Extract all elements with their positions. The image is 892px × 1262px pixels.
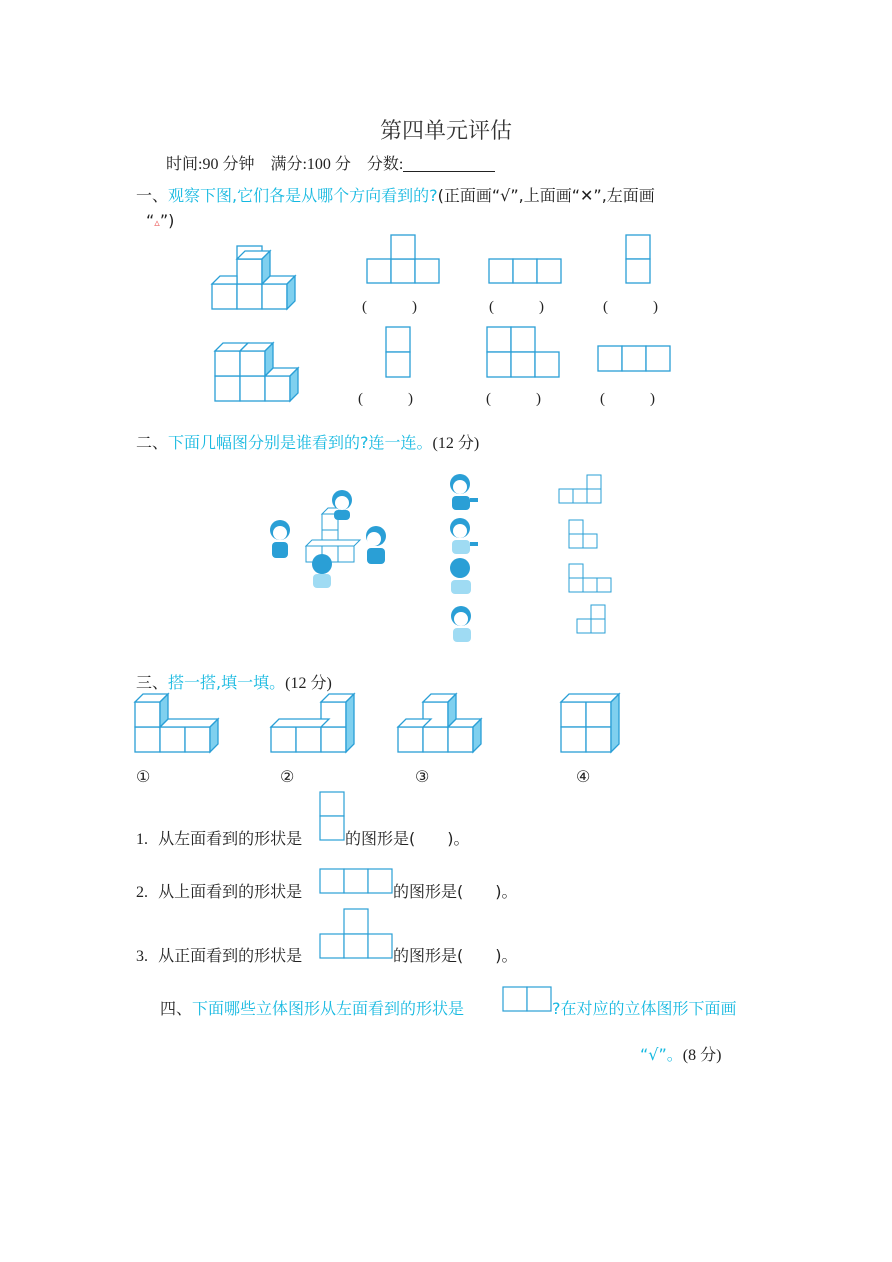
figure-label-4: ④ <box>576 769 591 786</box>
view-shape-row-three <box>597 345 673 373</box>
section4-prompt: 下面哪些立体图形从左面看到的形状是 <box>192 999 465 1018</box>
shape-row-two <box>502 986 554 1012</box>
view-shape-t-three <box>367 234 441 284</box>
section1-number: 一、 <box>136 186 169 205</box>
section1-instruction-cont <box>146 211 174 230</box>
cube-figure-3 <box>397 690 483 754</box>
question-text: 从上面看到的形状是 <box>158 882 303 901</box>
question-number: 3. <box>136 948 148 965</box>
figure-label-3: ③ <box>415 769 430 786</box>
score-blank[interactable] <box>403 155 495 172</box>
section4-number: 四、 <box>160 999 193 1018</box>
answer-blank[interactable]: ( ) <box>600 391 655 407</box>
section1-instruction: (正面画“√”,上面画“✕”,左面画 <box>437 186 655 205</box>
view-shape-column-two <box>385 326 411 378</box>
view-shape-d <box>576 604 608 634</box>
figure-label-2: ② <box>280 769 295 786</box>
answer-blank[interactable]: ( ) <box>603 299 658 315</box>
section1-heading <box>136 183 655 206</box>
child-girl-front-icon <box>446 604 482 644</box>
section2-points: (12 分) <box>432 435 480 452</box>
child-front-icon <box>446 472 482 512</box>
view-shape-l-three <box>486 326 562 378</box>
full-score-label: 满分:100 分 <box>270 156 351 173</box>
view-shape-column-two <box>625 234 651 284</box>
cube-figure-2 <box>270 690 356 754</box>
child-girl-icon <box>446 516 482 556</box>
open-quote: “ <box>146 211 155 230</box>
answer-blank[interactable]: ( ) <box>489 299 544 315</box>
section4-prompt-cont: ?在对应的立体图形下面画 <box>552 999 737 1018</box>
view-shape-b <box>568 519 600 549</box>
question-number: 2. <box>136 884 148 901</box>
triangle-icon: ▵ <box>154 216 160 229</box>
cube-figure-4 <box>560 690 622 754</box>
question-number: 1. <box>136 831 148 848</box>
check-mark-instruction: “√”。 <box>640 1045 683 1064</box>
view-shape-a <box>558 474 604 504</box>
section1-prompt: 观察下图,它们各是从哪个方向看到的? <box>168 186 438 205</box>
section4-points: (8 分) <box>682 1047 722 1064</box>
section3-points: (12 分) <box>285 675 332 692</box>
page-title: 第四单元评估 <box>379 119 512 144</box>
question-1 <box>136 826 302 849</box>
cube-figure-1 <box>134 690 220 754</box>
section2-heading <box>136 430 479 453</box>
section3-number: 三、 <box>136 673 169 692</box>
question-1-answer[interactable]: 的图形是( )。 <box>345 829 470 848</box>
section2-number: 二、 <box>136 433 169 452</box>
answer-blank[interactable]: ( ) <box>486 391 541 407</box>
time-label: 时间:90 分钟 <box>166 156 255 173</box>
cube-stack-figure-1 <box>212 246 302 310</box>
question-2 <box>136 879 302 902</box>
question-text: 从正面看到的形状是 <box>158 946 303 965</box>
question-3-answer[interactable]: 的图形是( )。 <box>393 946 518 965</box>
section2-prompt: 下面几幅图分别是谁看到的?连一连。 <box>168 433 433 452</box>
shape-t-three <box>319 908 395 960</box>
shape-row-three <box>319 868 395 894</box>
cube-stack-figure-2 <box>215 338 301 404</box>
section4-mark-line <box>640 1042 721 1065</box>
exam-info <box>166 151 495 174</box>
figure-label-1: ① <box>136 769 151 786</box>
score-label: 分数: <box>366 156 404 173</box>
shape-column-two <box>319 791 345 841</box>
children-around-cubes-illustration <box>262 488 402 592</box>
question-2-answer[interactable]: 的图形是( )。 <box>393 882 518 901</box>
answer-blank[interactable]: ( ) <box>358 391 413 407</box>
view-shape-row-three <box>489 258 563 284</box>
answer-blank[interactable]: ( ) <box>362 299 417 315</box>
view-shape-c <box>568 563 614 593</box>
section3-prompt: 搭一搭,填一填。 <box>168 673 286 692</box>
section4-heading <box>160 996 464 1019</box>
question-3 <box>136 943 302 966</box>
child-back-icon <box>446 556 482 596</box>
question-text: 从左面看到的形状是 <box>158 829 303 848</box>
close-quote: ”) <box>159 211 175 230</box>
